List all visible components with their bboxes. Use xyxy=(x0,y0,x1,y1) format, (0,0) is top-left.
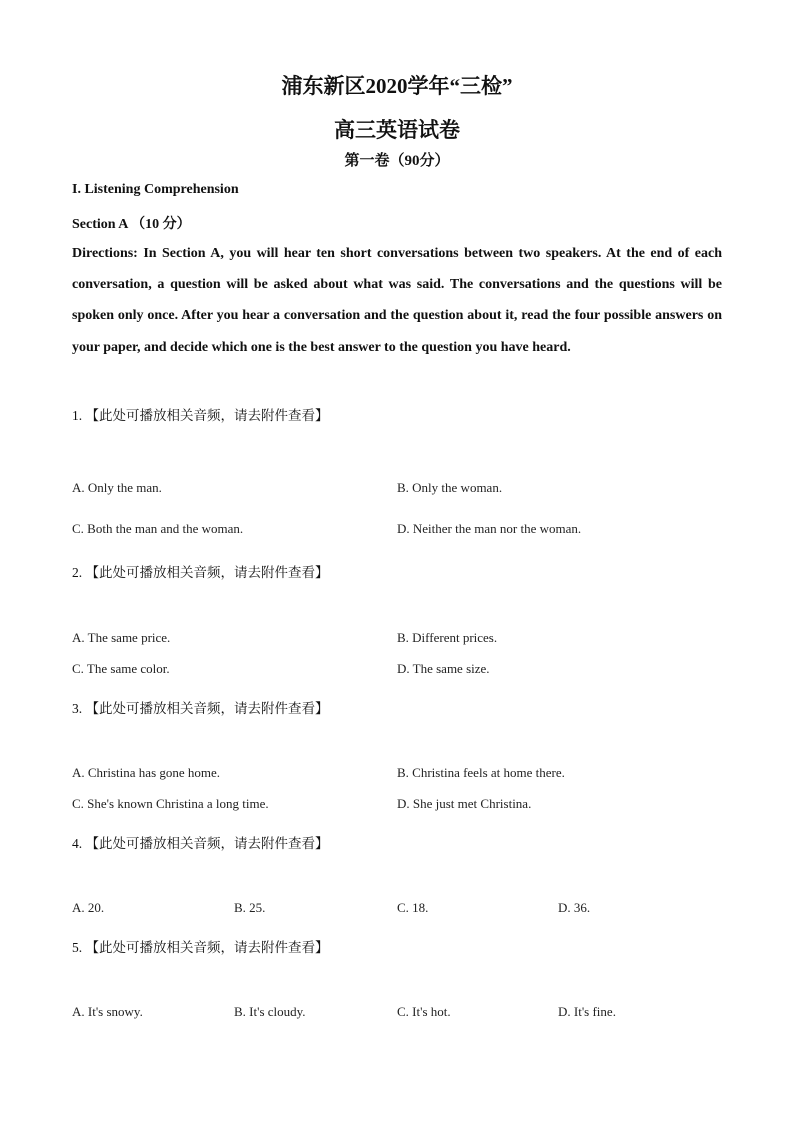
option-d: D. Neither the man nor the woman. xyxy=(397,521,582,536)
question-1 xyxy=(72,404,329,424)
option-b: B. 25. xyxy=(234,900,266,915)
part-heading: 第一卷（90分） xyxy=(344,153,450,169)
question-2 xyxy=(72,561,329,581)
option-b: B. Christina feels at home there. xyxy=(397,765,565,780)
option-b: B. Different prices. xyxy=(397,630,498,645)
option-d: D. It's fine. xyxy=(558,1004,616,1019)
question-number: 5. xyxy=(72,940,83,955)
option-b: B. It's cloudy. xyxy=(234,1004,306,1019)
option-c: C. 18. xyxy=(397,900,429,915)
section-subheading: Section A （10 分） xyxy=(72,217,191,232)
audio-placeholder: 【此处可播放相关音频，请去附件查看】 xyxy=(85,701,329,716)
option-b: B. Only the woman. xyxy=(397,480,503,495)
exam-title: 浦东新区2020学年“三检” xyxy=(281,74,513,98)
question-number: 4. xyxy=(72,836,83,851)
question-3 xyxy=(72,697,329,717)
audio-placeholder: 【此处可播放相关音频，请去附件查看】 xyxy=(85,408,329,423)
question-number: 3. xyxy=(72,701,83,716)
option-d: D. She just met Christina. xyxy=(397,796,532,811)
directions-label: Directions: xyxy=(72,246,138,261)
section-heading: I. Listening Comprehension xyxy=(72,182,239,197)
option-c: C. The same color. xyxy=(72,661,170,676)
option-a: A. The same price. xyxy=(72,630,171,645)
audio-placeholder: 【此处可播放相关音频，请去附件查看】 xyxy=(85,565,329,580)
question-5 xyxy=(72,936,329,956)
option-d: D. 36. xyxy=(558,900,591,915)
option-a: A. Christina has gone home. xyxy=(72,765,221,780)
option-a: A. Only the man. xyxy=(72,480,162,495)
option-d: D. The same size. xyxy=(397,661,490,676)
question-4 xyxy=(72,832,329,852)
option-a: A. 20. xyxy=(72,900,105,915)
option-c: C. Both the man and the woman. xyxy=(72,521,244,536)
audio-placeholder: 【此处可播放相关音频，请去附件查看】 xyxy=(85,940,329,955)
option-c: C. It's hot. xyxy=(397,1004,451,1019)
audio-placeholder: 【此处可播放相关音频，请去附件查看】 xyxy=(85,836,329,851)
question-number: 1. xyxy=(72,408,83,423)
directions-paragraph xyxy=(72,238,722,363)
option-c: C. She's known Christina a long time. xyxy=(72,796,269,811)
question-number: 2. xyxy=(72,565,83,580)
directions-text: In Section A, you will hear ten short conversations between two speakers. At the end of each conversation, a question will be asked about what was said. The conversations and the questions will be spoken only once. After you hear a conversation and the question about it, read the four possible answers on your paper, and decide which one is the best answer to the question you have heard. xyxy=(72,246,723,355)
option-a: A. It's snowy. xyxy=(72,1004,143,1019)
exam-subtitle: 高三英语试卷 xyxy=(334,118,460,142)
